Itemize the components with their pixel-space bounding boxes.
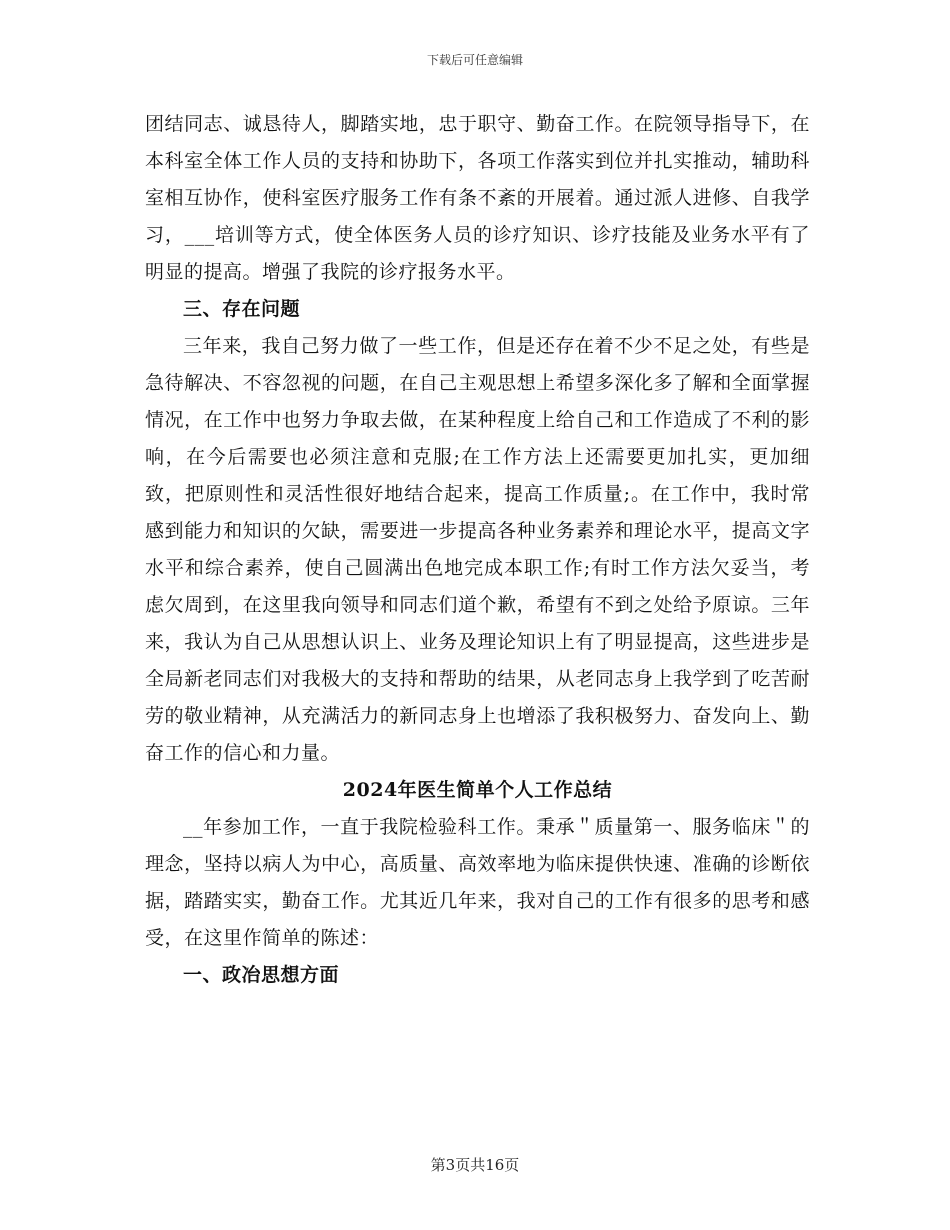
body-paragraph: 三年来，我自己努力做了一些工作，但是还存在着不少不足之处，有些是急待解决、不容忽视的问题，在自己主观思想上希望多深化多了解和全面掌握情况，在工作中也努力争取去做，在某种程度上给自己和工作造成了不利的影响，在今后需要也必须注意和克服;在工作方法上还需要更加扎实，更加细致，把原则性和灵活性很好地结合起来，提高工作质量;。在工作中，我时常感到能力和知识的欠缺，需要进一步提高各种业务素养和理论水平，提高文字水平和综合素养，使自己圆满出色地完成本职工作;有时工作方法欠妥当，考虑欠周到，在这里我向领导和同志们道个歉，希望有不到之处给予原谅。三年来，我认为自己从思想认识上、业务及理论知识上有了明显提高，这些进步是全局新老同志们对我极大的支持和帮助的结果，从老同志身上我学到了吃苦耐劳的敬业精神，从充满活力的新同志身上也增添了我积极努力、奋发向上、勤奋工作的信心和力量。 [145, 335, 810, 764]
section-heading: 三、存在问题 [183, 298, 301, 320]
document-title: 2024年医生简单个人工作总结 [342, 779, 613, 801]
page-header: 下载后可任意编辑 [426, 53, 523, 67]
document-body [145, 106, 810, 994]
page-number: 第3页共16页 [430, 1156, 520, 1174]
section-heading: 一、政冶思想方面 [183, 964, 340, 986]
body-paragraph: __年参加工作，一直于我院检验科工作。秉承＂质量第一、服务临床＂的理念，坚持以病人为中心，高质量、高效率地为临床提供快速、准确的诊断依据，踏踏实实，勤奋工作。尤其近几年来，我对自己的工作有很多的思考和感受，在这里作简单的陈述： [145, 816, 810, 949]
body-paragraph: 团结同志、诚恳待人，脚踏实地，忠于职守、勤奋工作。在院领导指导下，在本科室全体工作人员的支持和协助下，各项工作落实到位并扎实推动，辅助科室相互协作，使科室医疗服务工作有条不紊的开展着。通过派人进修、自我学习，___培训等方式，使全体医务人员的诊疗知识、诊疗技能及业务水平有了明显的提高。增强了我院的诊疗报务水平。 [145, 113, 810, 283]
